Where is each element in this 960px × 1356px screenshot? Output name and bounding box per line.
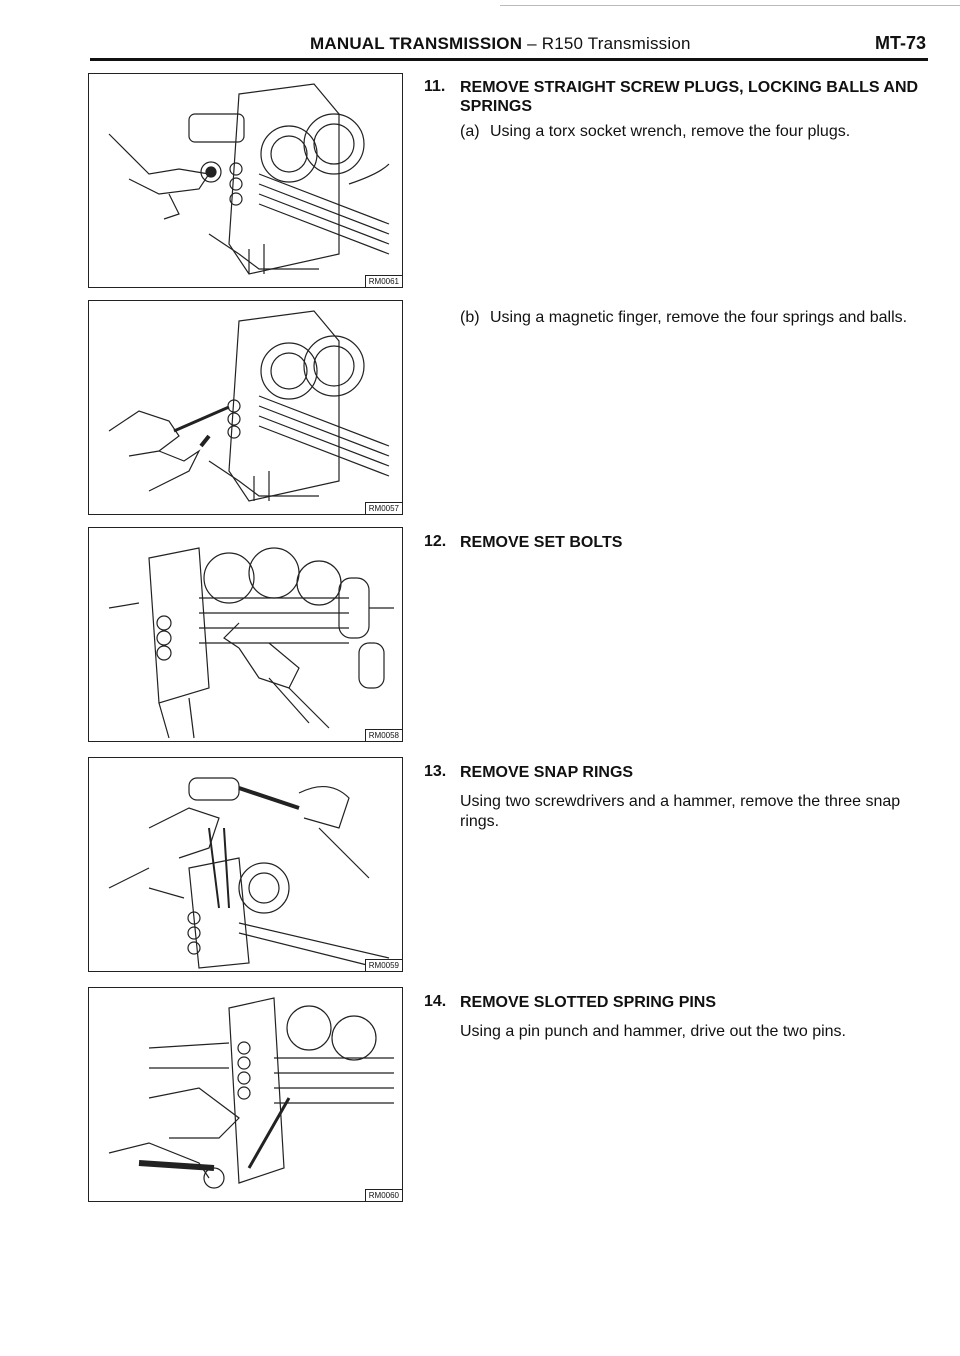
header-title-bold: MANUAL TRANSMISSION xyxy=(310,34,523,53)
figure-magnetic-finger xyxy=(88,300,403,515)
step-11-a xyxy=(460,121,920,142)
step-body: Using two screwdrivers and a hammer, remove the three snap rings. xyxy=(460,793,901,830)
sub-text: Using a torx socket wrench, remove the four plugs. xyxy=(490,123,851,140)
figure-code: RM0061 xyxy=(365,275,402,287)
step-body: Using a pin punch and hammer, drive out the two pins. xyxy=(460,1023,846,1040)
sub-label: (a) xyxy=(460,123,480,140)
step-13 xyxy=(424,763,924,832)
step-title: REMOVE SLOTTED SPRING PINS xyxy=(460,994,717,1011)
page-title xyxy=(310,34,691,54)
step-number: 11. xyxy=(424,78,446,95)
figure-torx-wrench xyxy=(88,73,403,288)
header-title-rest: – R150 Transmission xyxy=(522,34,691,53)
step-14 xyxy=(424,993,924,1042)
figure-code: RM0060 xyxy=(365,1189,402,1201)
page-header xyxy=(90,30,928,60)
step-title: REMOVE STRAIGHT SCREW PLUGS, LOCKING BALLS AND SPRINGS xyxy=(460,79,919,115)
illustration-spring-pins xyxy=(89,988,402,1201)
step-number: 13. xyxy=(424,763,447,780)
step-11-b xyxy=(460,307,920,328)
illustration-set-bolts xyxy=(89,528,402,741)
figure-spring-pins xyxy=(88,987,403,1202)
header-rule xyxy=(90,58,928,61)
step-12 xyxy=(424,533,924,552)
page-number: MT-73 xyxy=(874,33,926,53)
step-11 xyxy=(424,78,924,116)
step-title: REMOVE SNAP RINGS xyxy=(460,764,634,781)
figure-code: RM0057 xyxy=(365,502,402,514)
step-title: REMOVE SET BOLTS xyxy=(460,534,623,551)
top-hairline xyxy=(500,5,960,6)
illustration-snap-rings xyxy=(89,758,402,971)
figure-code: RM0059 xyxy=(365,959,402,971)
step-number: 12. xyxy=(424,533,447,550)
sub-label: (b) xyxy=(460,309,480,326)
illustration-magnetic-finger xyxy=(89,301,402,514)
step-number: 14. xyxy=(424,993,447,1010)
figure-code: RM0058 xyxy=(365,729,402,741)
figure-snap-rings xyxy=(88,757,403,972)
sub-text: Using a magnetic finger, remove the four springs and balls. xyxy=(490,309,908,326)
illustration-torx-wrench xyxy=(89,74,402,287)
figure-set-bolts xyxy=(88,527,403,742)
